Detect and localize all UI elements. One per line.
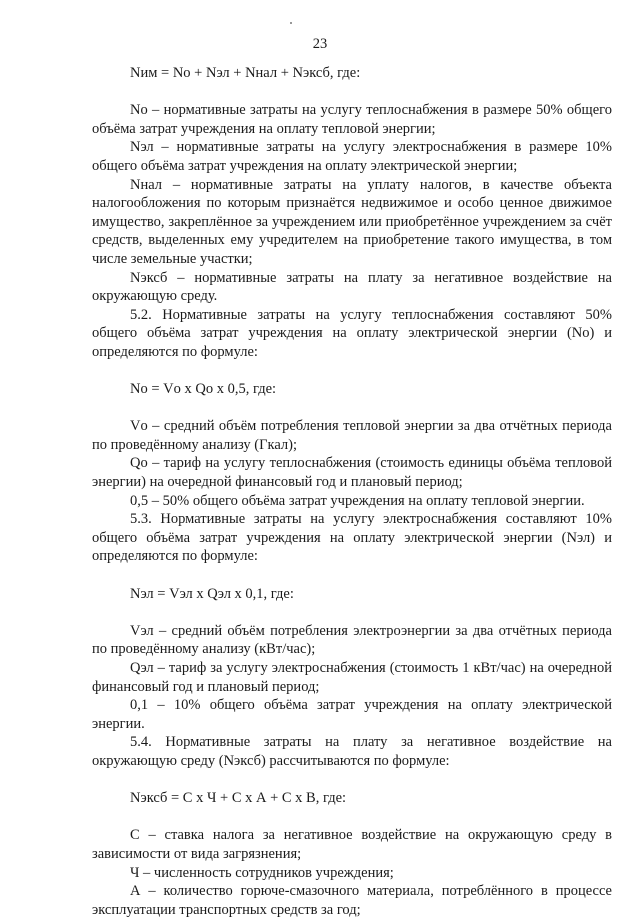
definition-c: С – ставка налога за негативное воздействие на окружающую среду в зависимости от вида загрязнения; — [92, 827, 612, 862]
definition-neksb: Nэксб – нормативные затраты на плату за негативное воздействие на окружающую среду. — [92, 269, 612, 305]
scan-speck — [290, 22, 292, 24]
definition-vo: Vо – средний объём потребления тепловой энергии за два отчётных периода по проведённому анализу (Гкал); — [92, 418, 612, 453]
formula-total: Nим = Nо + Nэл + Nнал + Nэксб, где: — [130, 65, 361, 81]
formula-nel: Nэл = Vэл х Qэл х 0,1, где: — [130, 585, 294, 602]
definition-0-1: 0,1 – 10% общего объёма затрат учреждения на оплату электрической энергии. — [92, 697, 612, 732]
definition-no: Nо – нормативные затраты на услугу теплоснабжения в размере 50% общего объёма затрат учреждения на оплату тепловой энергии; — [92, 102, 612, 137]
page-number: 23 — [312, 36, 328, 52]
definition-ch: Ч – численность сотрудников учреждения; — [130, 864, 394, 881]
definition-nel: Nэл – нормативные затраты на услугу электроснабжения в размере 10% общего объёма затрат учреждения на оплату электрической энергии; — [92, 139, 612, 174]
definition-qel: Qэл – тариф за услугу электроснабжения (стоимость 1 кВт/час) на очередной финансовый год и плановый период; — [92, 660, 612, 695]
definition-vel: Vэл – средний объём потребления электроэнергии за два отчётных периода по проведённому анализу (кВт/час); — [92, 622, 612, 658]
definition-a: А – количество горюче-смазочного материала, потреблённого в процессе эксплуатации транспортных средств за год; — [92, 883, 612, 918]
definition-0-5: 0,5 – 50% общего объёма затрат учреждения на оплату тепловой энергии. — [130, 492, 585, 509]
section-5-4: 5.4. Нормативные затраты на плату за негативное воздействие на окружающую среду (Nэксб) рассчитываются по формуле: — [92, 734, 612, 769]
section-5-2: 5.2. Нормативные затраты на услугу теплоснабжения составляют 50% общего объёма затрат учреждения на оплату электрической энергии (Nо) и определяются по формуле: — [92, 306, 612, 360]
formula-no: Nо = Vо х Qо х 0,5, где: — [130, 381, 277, 398]
section-5-3: 5.3. Нормативные затраты на услугу электроснабжения составляют 10% общего объёма затрат учреждения на оплату электрической энергии (Nэл) и определяются по формуле: — [92, 511, 612, 565]
definition-qo: Qо – тариф на услугу теплоснабжения (стоимость единицы объёма тепловой энергии) на очередной финансовый год и плановый период; — [92, 455, 612, 491]
document-body — [92, 64, 612, 919]
definition-nnal: Nнал – нормативные затраты на уплату налогов, в качестве объекта налогообложения по которым признаётся недвижимое и особо ценное движимое имущество, закреплённое за учреждением или приобретённое учреждением за счёт средств, выделенных ему учредителем на приобретение такого имущества, в том числе земельные участки; — [92, 176, 612, 267]
formula-neksb: Nэксб = С х Ч + С х А + С х В, где: — [130, 790, 347, 807]
